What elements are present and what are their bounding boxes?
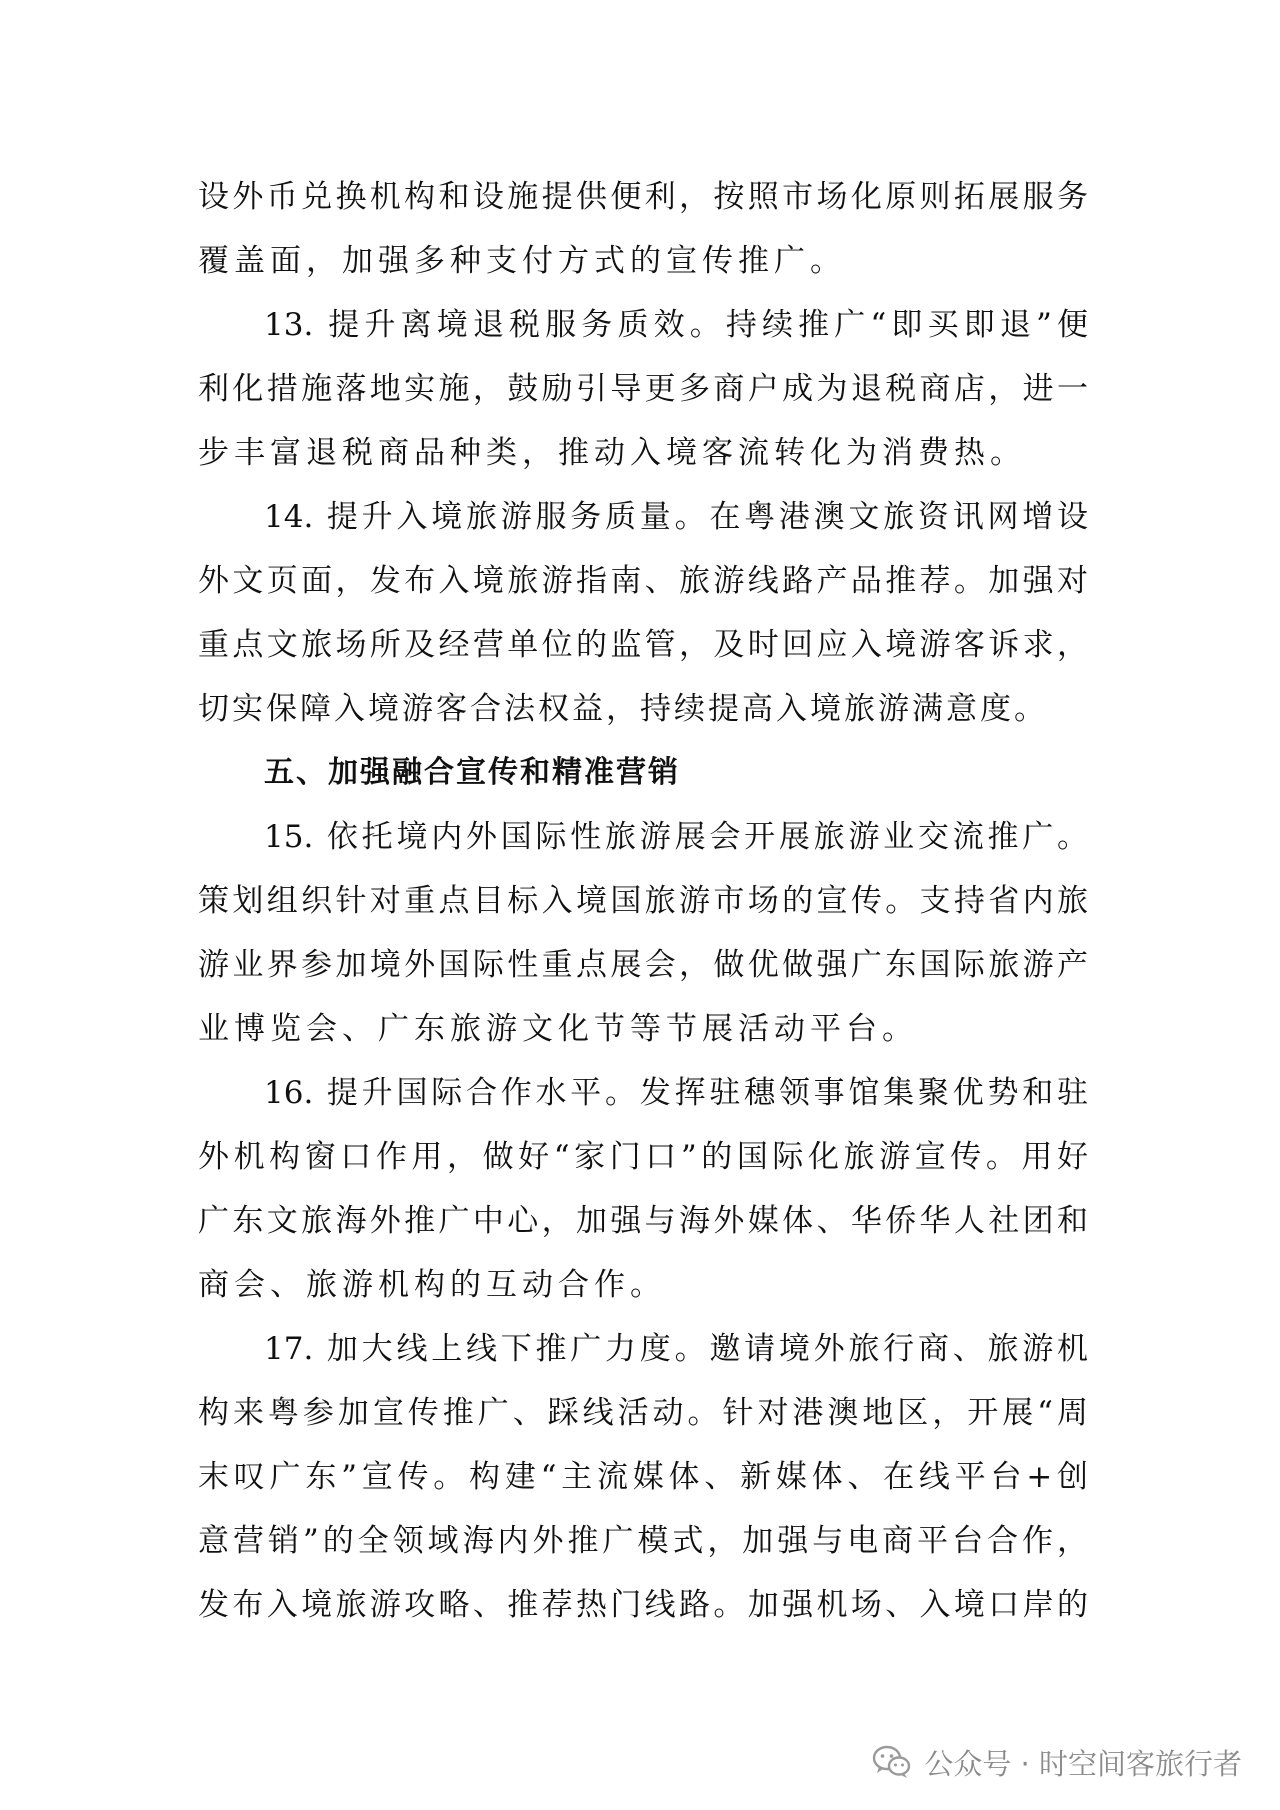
text-line: 意营销”的全领域海内外推广模式，加强与电商平台合作， <box>198 1523 1088 1559</box>
text-line: 发布入境旅游攻略、推荐热门线路。加强机场、入境口岸的 <box>198 1587 1088 1623</box>
wechat-watermark <box>872 1740 1242 1784</box>
paragraph-16-first-line: 16. 提升国际合作水平。发挥驻穗领事馆集聚优势和驻 <box>264 1075 1088 1111</box>
section-heading: 五、加强融合宣传和精准营销 <box>264 755 680 790</box>
text-line: 覆盖面，加强多种支付方式的宣传推广。 <box>198 243 846 279</box>
paragraph-14-first-line: 14. 提升入境旅游服务质量。在粤港澳文旅资讯网增设 <box>264 499 1088 535</box>
paragraph-17-first-line: 17. 加大线上线下推广力度。邀请境外旅行商、旅游机 <box>264 1331 1088 1367</box>
text-line: 策划组织针对重点目标入境国旅游市场的宣传。支持省内旅 <box>198 883 1088 919</box>
paragraph-15-first-line: 15. 依托境内外国际性旅游展会开展旅游业交流推广。 <box>264 819 1088 855</box>
text-line: 游业界参加境外国际性重点展会，做优做强广东国际旅游产 <box>198 947 1088 983</box>
text-line: 业博览会、广东旅游文化节等节展活动平台。 <box>198 1011 918 1047</box>
text-line: 利化措施落地实施，鼓励引导更多商户成为退税商店，进一 <box>198 371 1088 407</box>
text-line: 步丰富退税商品种类，推动入境客流转化为消费热。 <box>198 435 1026 471</box>
watermark-text: 公众号 · 时空间客旅行者 <box>924 1746 1242 1781</box>
text-line: 广东文旅海外推广中心，加强与海外媒体、华侨华人社团和 <box>198 1203 1088 1239</box>
text-line: 末叹广东”宣传。构建“主流媒体、新媒体、在线平台+创 <box>198 1459 1088 1495</box>
wechat-icon <box>872 1744 912 1780</box>
text-line: 设外币兑换机构和设施提供便利，按照市场化原则拓展服务 <box>198 179 1088 215</box>
text-line: 外机构窗口作用，做好“家门口”的国际化旅游宣传。用好 <box>198 1139 1088 1175</box>
paragraph-13-first-line: 13. 提升离境退税服务质效。持续推广“即买即退”便 <box>264 307 1088 343</box>
text-line: 商会、旅游机构的互动合作。 <box>198 1267 666 1303</box>
text-line: 构来粤参加宣传推广、踩线活动。针对港澳地区，开展“周 <box>198 1395 1088 1431</box>
text-line: 外文页面，发布入境旅游指南、旅游线路产品推荐。加强对 <box>198 563 1088 599</box>
text-line: 切实保障入境游客合法权益，持续提高入境旅游满意度。 <box>198 691 1048 727</box>
text-line: 重点文旅场所及经营单位的监管，及时回应入境游客诉求， <box>198 627 1088 663</box>
